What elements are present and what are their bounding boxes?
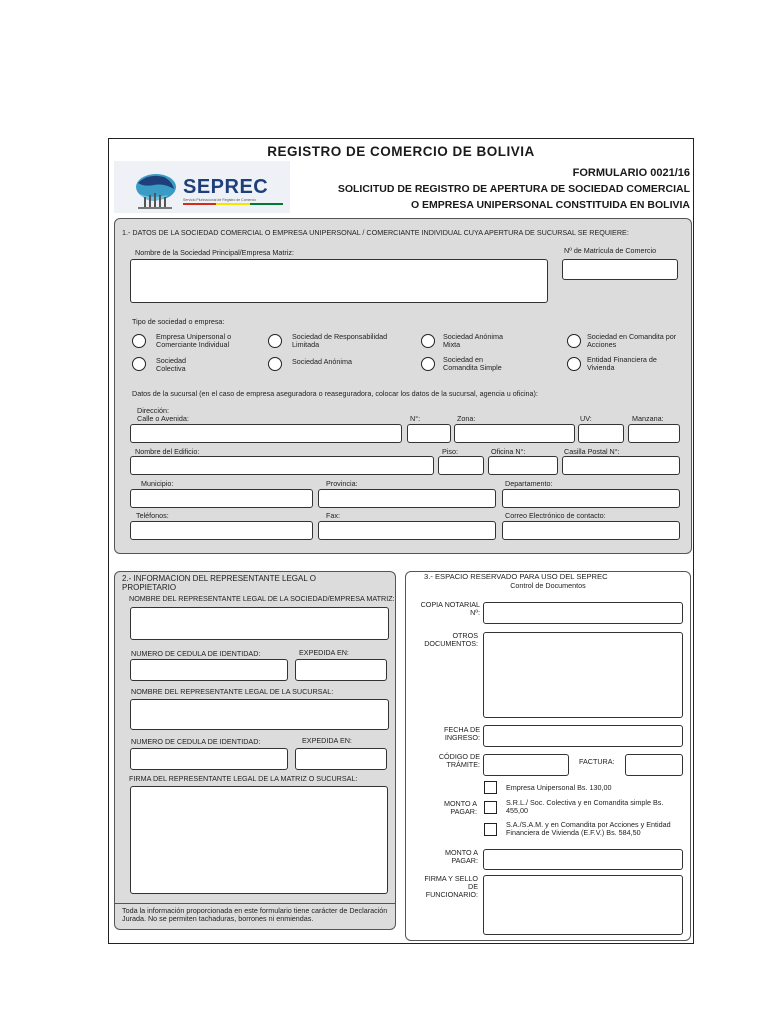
section-3-title: 3.- ESPACIO RESERVADO PARA USO DEL SEPREC bbox=[424, 572, 608, 581]
zone-label: Zona: bbox=[457, 414, 476, 423]
email-field[interactable] bbox=[502, 521, 680, 540]
amount-to-pay-label: MONTO A PAGAR: bbox=[443, 799, 477, 816]
province-label: Provincia: bbox=[326, 479, 358, 488]
block-label: Manzana: bbox=[632, 414, 664, 423]
rep-signature-field[interactable] bbox=[130, 786, 388, 894]
registration-number-field[interactable] bbox=[562, 259, 678, 280]
type-radio-comandita-simple[interactable] bbox=[421, 357, 435, 371]
branch-rep-id-field[interactable] bbox=[130, 748, 288, 770]
company-type-label: Tipo de sociedad o empresa: bbox=[132, 317, 225, 326]
street-label: Calle o Avenida: bbox=[137, 414, 189, 423]
signature-label: FIRMA DEL REPRESENTANTE LEGAL DE LA MATRIZ O SUCURSAL: bbox=[129, 774, 358, 783]
entry-date-field[interactable] bbox=[483, 725, 683, 747]
logo-subtext: Servicio Plurinacional de Registro de Comercio bbox=[183, 198, 257, 202]
logo-text: SEPREC bbox=[183, 176, 269, 198]
entry-date-label: FECHA DE INGRESO: bbox=[444, 725, 480, 742]
fax-label: Fax: bbox=[326, 511, 340, 520]
declaration-text: Toda la información proporcionada en este formulario tiene carácter de Declaración Jurada. No se permiten tachaduras, borrones ni enmiendas. bbox=[122, 906, 388, 923]
block-field[interactable] bbox=[628, 424, 680, 443]
company-name-label: Nombre de la Sociedad Principal/Empresa Matriz: bbox=[135, 248, 294, 257]
procedure-code-field[interactable] bbox=[483, 754, 569, 776]
registration-number-label: Nº de Matrícula de Comercio bbox=[564, 246, 657, 255]
notarial-copy-label: COPIA NOTARIAL Nº: bbox=[420, 600, 480, 617]
branch-rep-issued-field[interactable] bbox=[295, 748, 387, 770]
type-radio-efv[interactable] bbox=[567, 357, 581, 371]
heading-line-2: O EMPRESA UNIPERSONAL CONSTITUIDA EN BOLIVIA bbox=[410, 199, 690, 211]
invoice-label: FACTURA: bbox=[579, 757, 615, 766]
uv-label: UV: bbox=[580, 414, 592, 423]
fee-checkbox-sa[interactable] bbox=[484, 823, 497, 836]
official-signature-label: FIRMA Y SELLO DE FUNCIONARIO: bbox=[424, 874, 478, 899]
main-rep-label: NOMBRE DEL REPRESENTANTE LEGAL DE LA SOCIEDAD/EMPRESA MATRIZ: bbox=[129, 594, 395, 603]
page-title: REGISTRO DE COMERCIO DE BOLIVIA bbox=[267, 144, 535, 159]
official-signature-field[interactable] bbox=[483, 875, 683, 935]
type-label-comandita-acciones: Sociedad en Comandita por Acciones bbox=[587, 332, 677, 349]
type-label-colectiva: Sociedad Colectiva bbox=[156, 356, 186, 373]
municipality-label: Municipio: bbox=[141, 479, 174, 488]
main-rep-field[interactable] bbox=[130, 607, 389, 640]
fax-field[interactable] bbox=[318, 521, 496, 540]
department-label: Departamento: bbox=[505, 479, 553, 488]
type-label-anonima: Sociedad Anónima bbox=[292, 357, 352, 366]
branch-rep-field[interactable] bbox=[130, 699, 389, 730]
globe-icon bbox=[114, 161, 184, 213]
type-label-efv: Entidad Financiera de Vivienda bbox=[587, 355, 657, 372]
pobox-label: Casilla Postal N°: bbox=[564, 447, 620, 456]
building-label: Nombre del Edificio: bbox=[135, 447, 200, 456]
street-field[interactable] bbox=[130, 424, 402, 443]
fee-label-sa: S.A./S.A.M. y en Comandita por Acciones y Entidad Financiera de Vivienda (E.F.V.) Bs. 584,50 bbox=[506, 820, 671, 837]
type-label-srl: Sociedad de Responsabilidad Limitada bbox=[292, 332, 388, 349]
office-label: Oficina N°: bbox=[491, 447, 526, 456]
branch-data-label: Datos de la sucursal (en el caso de empresa aseguradora o reaseguradora, colocar los datos de la sucursal, agencia u oficina): bbox=[132, 389, 538, 398]
form-code: FORMULARIO 0021/16 bbox=[572, 167, 690, 179]
province-field[interactable] bbox=[318, 489, 496, 508]
fee-checkbox-unipersonal[interactable] bbox=[484, 781, 497, 794]
declaration-divider bbox=[114, 903, 396, 904]
type-label-comandita-simple: Sociedad en Comandita Simple bbox=[443, 355, 502, 372]
branch-rep-id-label: NUMERO DE CEDULA DE IDENTIDAD: bbox=[131, 737, 261, 746]
invoice-field[interactable] bbox=[625, 754, 683, 776]
section-2-title: 2.- INFORMACION DEL REPRESENTANTE LEGAL O PROPIETARIO bbox=[122, 574, 316, 592]
company-name-field[interactable] bbox=[130, 259, 548, 303]
office-field[interactable] bbox=[488, 456, 558, 475]
type-label-unipersonal: Empresa Unipersonal o Comerciante Individual bbox=[156, 332, 232, 349]
zone-field[interactable] bbox=[454, 424, 575, 443]
branch-rep-issued-label: EXPEDIDA EN: bbox=[302, 736, 352, 745]
type-radio-comandita-acciones[interactable] bbox=[567, 334, 581, 348]
municipality-field[interactable] bbox=[130, 489, 313, 508]
fee-checkbox-srl[interactable] bbox=[484, 801, 497, 814]
building-field[interactable] bbox=[130, 456, 434, 475]
uv-field[interactable] bbox=[578, 424, 624, 443]
type-radio-anonima[interactable] bbox=[268, 357, 282, 371]
floor-field[interactable] bbox=[438, 456, 484, 475]
floor-label: Piso: bbox=[442, 447, 458, 456]
type-radio-srl[interactable] bbox=[268, 334, 282, 348]
type-radio-sam[interactable] bbox=[421, 334, 435, 348]
email-label: Correo Electrónico de contacto: bbox=[505, 511, 606, 520]
procedure-code-label: CÓDIGO DE TRÁMITE: bbox=[438, 752, 480, 769]
branch-rep-label: NOMBRE DEL REPRESENTANTE LEGAL DE LA SUCURSAL: bbox=[131, 687, 334, 696]
street-number-label: N°: bbox=[410, 414, 421, 423]
phones-field[interactable] bbox=[130, 521, 313, 540]
heading-line-1: SOLICITUD DE REGISTRO DE APERTURA DE SOCIEDAD COMERCIAL bbox=[337, 183, 690, 195]
type-label-sam: Sociedad Anónima Mixta bbox=[443, 332, 503, 349]
department-field[interactable] bbox=[502, 489, 680, 508]
type-radio-unipersonal[interactable] bbox=[132, 334, 146, 348]
pobox-field[interactable] bbox=[562, 456, 680, 475]
main-rep-issued-field[interactable] bbox=[295, 659, 387, 681]
type-radio-colectiva[interactable] bbox=[132, 357, 146, 371]
notarial-copy-field[interactable] bbox=[483, 602, 683, 624]
amount-to-pay-label-2: MONTO A PAGAR: bbox=[444, 848, 478, 865]
section-3-subtitle: Control de Documentos bbox=[510, 581, 586, 590]
main-rep-issued-label: EXPEDIDA EN: bbox=[299, 648, 349, 657]
amount-to-pay-field[interactable] bbox=[483, 849, 683, 870]
other-docs-field[interactable] bbox=[483, 632, 683, 718]
street-number-field[interactable] bbox=[407, 424, 451, 443]
other-docs-label: OTROS DOCUMENTOS: bbox=[424, 631, 478, 648]
address-label: Dirección: bbox=[137, 406, 169, 415]
main-rep-id-field[interactable] bbox=[130, 659, 288, 681]
logo-flag-strip bbox=[183, 203, 283, 205]
phones-label: Teléfonos: bbox=[136, 511, 169, 520]
main-rep-id-label: NUMERO DE CEDULA DE IDENTIDAD: bbox=[131, 649, 261, 658]
fee-label-unipersonal: Empresa Unipersonal Bs. 130,00 bbox=[506, 783, 612, 792]
fee-label-srl: S.R.L./ Soc. Colectiva y en Comandita simple Bs. 455,00 bbox=[506, 798, 664, 815]
section-1-title: 1.- DATOS DE LA SOCIEDAD COMERCIAL O EMPRESA UNIPERSONAL / COMERCIANTE INDIVIDUAL CUYA APERTURA DE SUCURSAL SE REQUIERE: bbox=[122, 228, 629, 237]
